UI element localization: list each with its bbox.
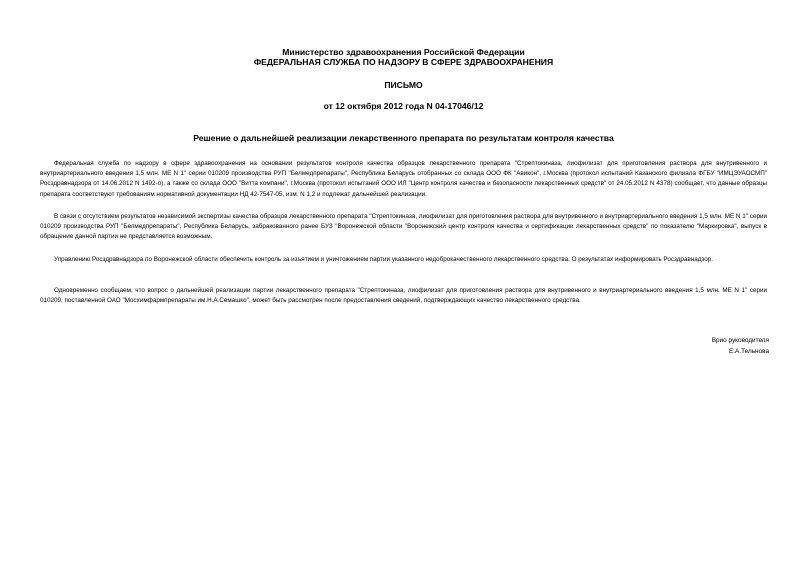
body-paragraph: Одновременно сообщаем, что вопрос о дальнейшей реализации партии лекарственного препарата "Стрептокиназа, лиофилизат для приготовления раствора для внутривенного и внутриартериального введения 1,5 млн. МЕ N 1" серии 010209, поставленной ОАО "Мосхимфармпрепараты им.Н.А.Семашко", может быть рассмотрен после предоставления сведений, подтверждающих качество лекарственного средства. [40, 287, 767, 305]
signatory-title: Врио руководителя [711, 337, 769, 344]
document-type-heading: ПИСЬМО [384, 80, 423, 90]
document-date-number: от 12 октября 2012 года N 04-17046/12 [323, 101, 484, 111]
ministry-heading: Министерство здравоохранения Российской Федерации [282, 47, 525, 57]
service-heading: ФЕДЕРАЛЬНАЯ СЛУЖБА ПО НАДЗОРУ В СФЕРЕ ЗДРАВООХРАНЕНИЯ [253, 57, 554, 67]
body-paragraph: Федеральная служба по надзору в сфере здравоохранения на основании результатов контроля качества образцов лекарственного препарата "Стрептокиназа, лиофилизат для приготовления раствора для внутривенного и внутриартериального введения 1,5 млн. МЕ N 1" серии 010209 производства РУП "Белмедпрепараты", Республика Беларусь отобранных со склада ООО ФК "Авикон", г.Москва (протокол испытаний Казанского филиала ФГБУ "ИМЦЭУАОСМП" Росздравнадзора от 14.06.2012 N 1492-о), а также со склада ООО "Витта компани", г.Москва (протокол испытаний ООО ИЛ "Центр контроля качества и безопасности лекарственных средств" от 24.05.2012 N 4378) сообщает, что данные образцы препарата соответствуют требованиям нормативной документации НД 42-7547-05, изм. N 1,2 и подлежат дальнейшей реализации. [40, 160, 767, 198]
body-paragraph: Управлению Росздравнадзора по Воронежской области обеспечить контроль за изъятием и уничтожением партии указанного недоброкачественного лекарственного средства. О результатах информировать Росздравнадзор. [54, 256, 714, 263]
body-paragraph: В связи с отсутствием результатов независимой экспертизы качества образцов лекарственного препарата "Стрептокиназа, лиофилизат для приготовления раствора для внутривенного и внутриартериального введения 1,5 млн. МЕ N 1" серии 010209 производства РУП "Белмедпрепараты", Республика Беларусь, забракованного ранее БУЗ "Воронежской области "Воронежский центр контроля качества и сертификации лекарственных средств" по показателю "Маркировка", выпуск в обращение данной партии не представляется возможным. [40, 213, 767, 241]
document-subject: Решение о дальнейшей реализации лекарственного препарата по результатам контроля качества [193, 133, 614, 143]
signatory-name: Е.А.Тельнова [729, 348, 769, 355]
